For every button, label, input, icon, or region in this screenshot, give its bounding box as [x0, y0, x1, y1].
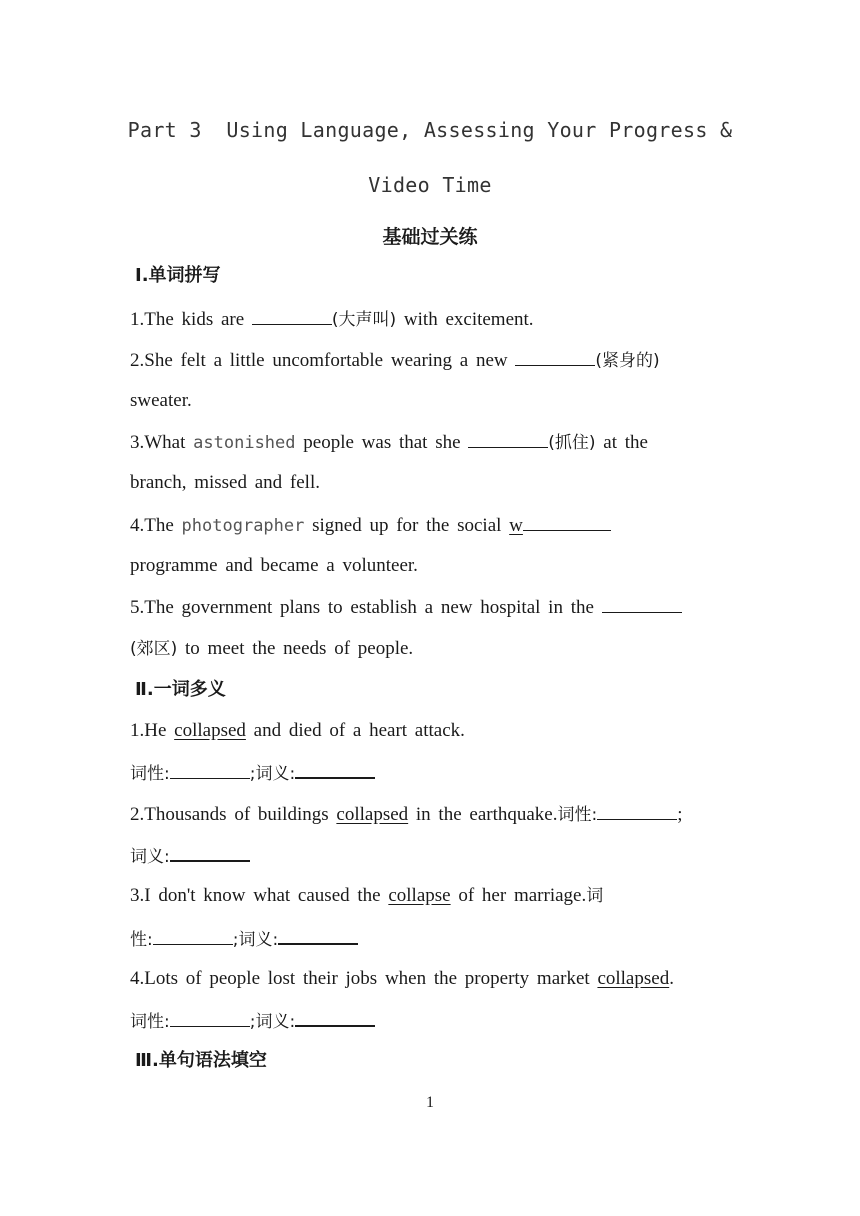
s1-q5-hint: (郊区) — [130, 639, 178, 659]
section-2-heading: Ⅱ.一词多义 — [135, 679, 226, 700]
s1-q3-text: 3.What — [130, 432, 194, 453]
s2-q1-text-end: and died of a heart attack. — [245, 720, 465, 741]
s1-q5-continuation — [130, 637, 740, 661]
s1-q1-text: 1.The kids are — [130, 309, 252, 330]
s2-q2-text: 2.Thousands of buildings — [130, 804, 337, 825]
s1-q1-hint: (大声叫) — [331, 310, 397, 330]
s1-question-4 — [130, 513, 740, 538]
s2-q2-word: collapsed — [336, 804, 409, 825]
s1-q4-text-mid: signed up for the social — [304, 515, 510, 536]
s2-q3-pos-label-end: 性: — [130, 930, 153, 950]
s2-q1-word: collapsed — [174, 720, 246, 741]
s1-q3-continuation: branch, missed and fell. — [130, 472, 320, 493]
s1-question-3 — [130, 430, 740, 455]
s2-q1-meaning-blank[interactable] — [295, 760, 375, 779]
s1-q3-hint: (抓住) — [548, 433, 596, 453]
s1-q2-continuation: sweater. — [130, 390, 192, 411]
s2-q3-pos-label-start: 词 — [586, 886, 604, 906]
s1-q5-text: 5.The government plans to establish a new hospital in the — [130, 597, 602, 618]
section-1-heading: Ⅰ.单词拼写 — [135, 265, 221, 286]
s2-q1-meaning-label: ;词义: — [249, 764, 296, 784]
s2-q3-answer-line — [130, 926, 740, 952]
s2-q3-word: collapse — [388, 885, 451, 906]
s1-q4-continuation: programme and became a volunteer. — [130, 555, 418, 576]
s2-q2-answer-line — [130, 843, 740, 869]
s2-q1-pos-label: 词性: — [130, 764, 170, 784]
s1-q1-blank[interactable] — [252, 307, 332, 325]
s2-q2-text-end: in the earthquake. — [408, 804, 558, 825]
s1-q4-text: 4.The — [130, 515, 182, 536]
s1-q3-blank[interactable] — [468, 430, 548, 448]
s1-q5-text-end: to meet the needs of people. — [177, 638, 414, 659]
s2-q3-text-end: of her marriage. — [450, 885, 587, 906]
s2-q2-pos-blank[interactable] — [597, 802, 677, 820]
s2-q1-pos-blank[interactable] — [170, 761, 250, 779]
s2-q3-meaning-blank[interactable] — [278, 926, 358, 945]
s1-question-5 — [130, 595, 740, 620]
s1-q4-letter: w — [509, 515, 523, 536]
s2-q3-text: 3.I don't know what caused the — [130, 885, 389, 906]
s2-q4-answer-line — [130, 1008, 740, 1034]
s2-question-4 — [130, 967, 740, 991]
s2-question-2: 2.Thousands of buildings collapsed in the earthquake.词性: ; — [130, 804, 683, 825]
s2-question-3 — [130, 884, 740, 908]
s1-q3-text-mid: people was that she — [295, 432, 469, 453]
page-number: 1 — [426, 1094, 434, 1111]
s2-q4-meaning-blank[interactable] — [295, 1008, 375, 1027]
s1-q3-word: astonished — [193, 433, 296, 453]
s2-q1-answer-line — [130, 760, 740, 786]
s2-q4-word: collapsed — [597, 968, 670, 989]
s2-q2-meaning-label: 词义: — [130, 847, 170, 867]
s1-q1-text-end: with excitement. — [396, 309, 534, 330]
title-line-2: Video Time — [368, 173, 492, 197]
s2-question-1 — [130, 719, 740, 743]
s2-q4-pos-label: 词性: — [130, 1012, 170, 1032]
s2-q1-text: 1.He — [130, 720, 175, 741]
s2-q4-pos-blank[interactable] — [170, 1009, 250, 1027]
s1-q3-text-end: at the — [595, 432, 648, 453]
s1-q2-blank[interactable] — [515, 348, 595, 366]
s2-q4-text: 4.Lots of people lost their jobs when the property market — [130, 968, 598, 989]
subtitle: 基础过关练 — [382, 226, 478, 248]
s1-q2-text: 2.She felt a little uncomfortable wearing a new — [130, 350, 516, 371]
s2-q3-meaning-label: ;词义: — [232, 930, 279, 950]
s2-q4-text-end: . — [669, 968, 674, 989]
s2-q2-meaning-blank[interactable] — [170, 843, 250, 862]
s2-q4-meaning-label: ;词义: — [249, 1012, 296, 1032]
title-line-1: Part 3 Using Language, Assessing Your Progress & — [127, 118, 733, 142]
s1-q2-hint: (紧身的) — [595, 351, 660, 371]
s1-q4-blank[interactable] — [523, 513, 611, 531]
s1-question-2 — [130, 348, 740, 373]
s1-q4-word: photographer — [181, 516, 305, 536]
s1-question-1 — [130, 307, 740, 332]
section-3-heading: Ⅲ.单句语法填空 — [135, 1050, 267, 1071]
s1-q5-blank[interactable] — [602, 595, 682, 613]
s2-q3-pos-blank[interactable] — [153, 927, 233, 945]
s2-q2-pos-label: 词性: — [557, 805, 598, 825]
